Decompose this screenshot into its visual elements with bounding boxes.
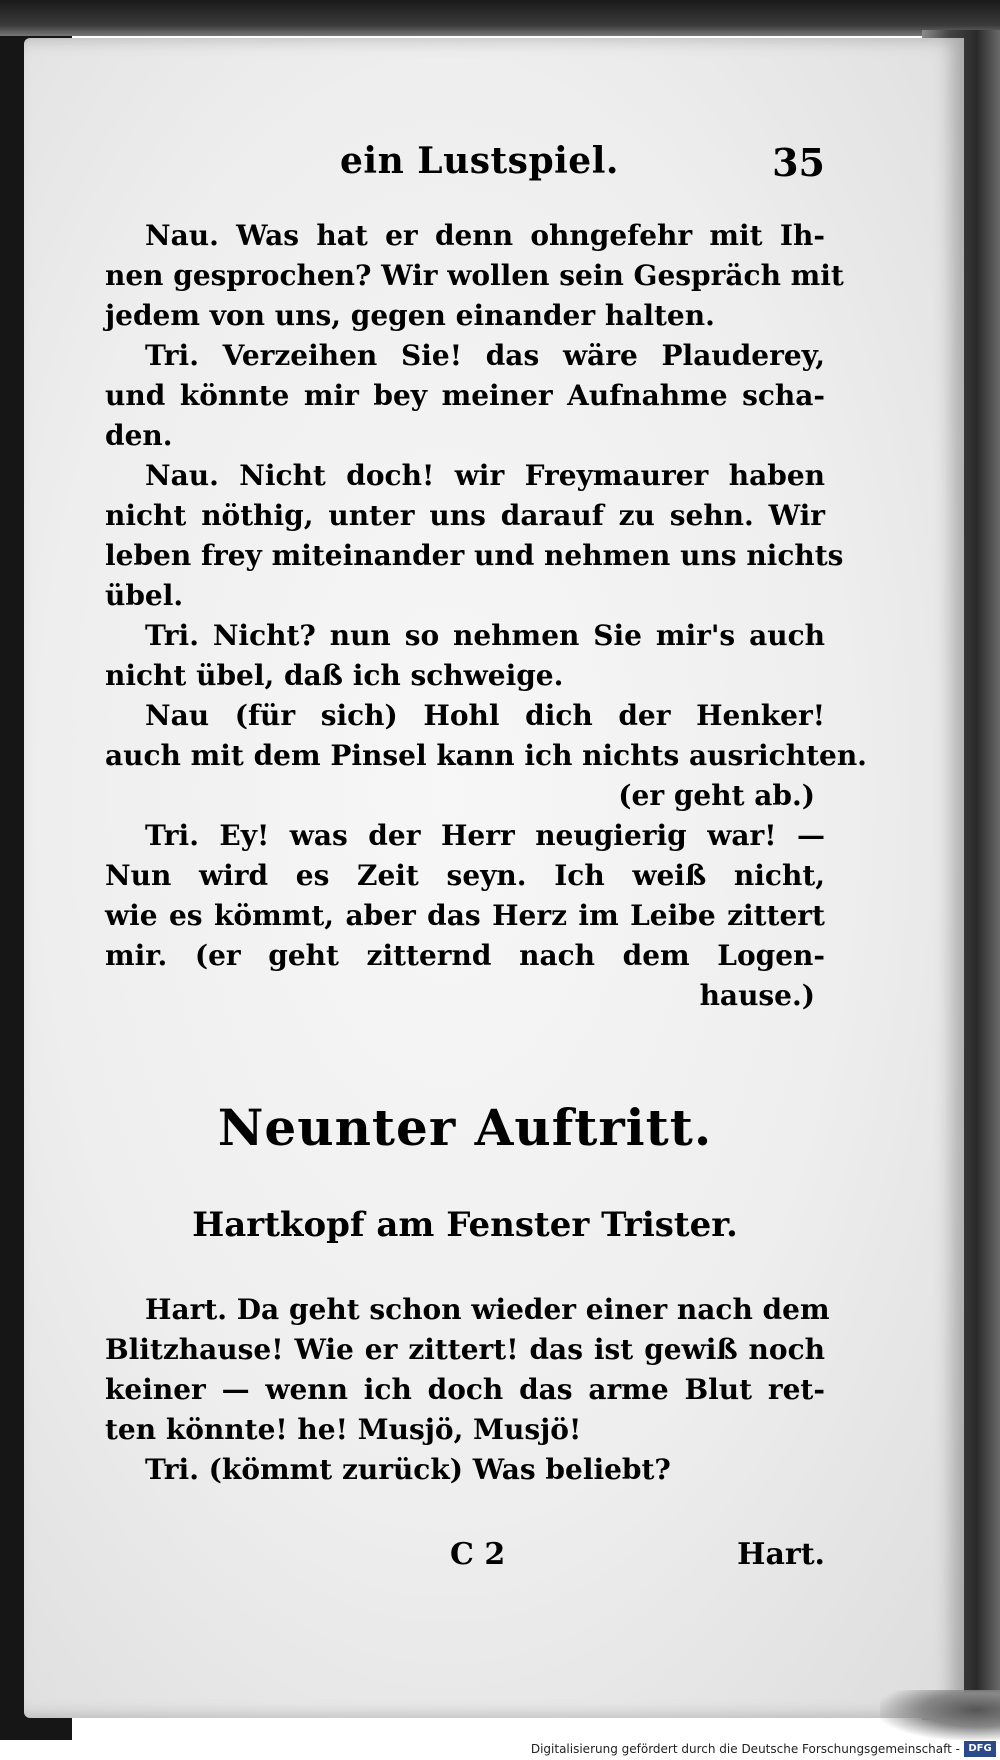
text-line: Nau. Was hat er denn ohngefehr mit Ih- xyxy=(145,219,825,252)
body-text-scene xyxy=(105,1290,830,1490)
text-line: keiner — wenn ich doch das arme Blut ret- xyxy=(105,1373,825,1406)
text-line: Nun wird es Zeit seyn. Ich weiß nicht, xyxy=(105,859,825,892)
text-line: Tri. Nicht? nun so nehmen Sie mir's auch xyxy=(145,619,825,652)
text-line: jedem von uns, gegen einander halten. xyxy=(105,299,715,332)
text-line: und könnte mir bey meiner Aufnahme scha- xyxy=(105,379,825,412)
credit-bar xyxy=(0,1740,1000,1760)
text-line: ten könnte! he! Musjö, Musjö! xyxy=(105,1413,582,1446)
text-line: nicht nöthig, unter uns darauf zu sehn. Wir xyxy=(105,499,825,532)
text-line: nen gesprochen? Wir wollen sein Gespräch mit xyxy=(105,259,844,292)
text-line: Nau. Nicht doch! wir Freymaurer haben xyxy=(145,459,825,492)
catchword: Hart. xyxy=(737,1537,825,1572)
text-line: nicht übel, daß ich schweige. xyxy=(105,659,564,692)
text-line: Blitzhause! Wie er zittert! das ist gewiß noch xyxy=(105,1333,825,1366)
stage-direction: (er geht ab.) xyxy=(618,779,815,812)
text-line: wie es kömmt, aber das Herz im Leibe zittert xyxy=(105,899,825,932)
text-line: leben frey miteinander und nehmen uns nichts xyxy=(105,539,844,572)
page-header xyxy=(105,140,825,190)
running-title: ein Lustspiel. xyxy=(340,140,619,182)
text-line: den. xyxy=(105,419,173,452)
page-number: 35 xyxy=(772,140,825,185)
text-line: übel. xyxy=(105,579,184,612)
body-text xyxy=(105,216,867,1016)
text-line: Hart. Da geht schon wieder einer nach dem xyxy=(145,1293,830,1326)
page-footer xyxy=(105,1537,825,1581)
scan-top-margin xyxy=(0,0,1000,36)
signature-mark: C 2 xyxy=(450,1537,506,1572)
scene-heading: Neunter Auftritt. xyxy=(217,1098,713,1157)
credit-text: Digitalisierung gefördert durch die Deutsche Forschungsgemeinschaft - xyxy=(530,1742,960,1756)
text-line: Nau (für sich) Hohl dich der Henker! xyxy=(145,699,825,732)
text-line: auch mit dem Pinsel kann ich nichts ausrichten. xyxy=(105,739,867,772)
text-line: Tri. Verzeihen Sie! das wäre Plauderey, xyxy=(145,339,825,372)
text-line: Tri. (kömmt zurück) Was beliebt? xyxy=(145,1453,671,1486)
thumb-shadow xyxy=(880,1690,1000,1740)
dfg-logo: DFG xyxy=(964,1741,996,1757)
text-line: Tri. Ey! was der Herr neugierig war! — xyxy=(145,819,825,852)
stage-direction: hause.) xyxy=(699,979,815,1012)
text-line: mir. (er geht zitternd nach dem Logen- xyxy=(105,939,825,972)
cast-line: Hartkopf am Fenster Trister. xyxy=(192,1205,738,1245)
